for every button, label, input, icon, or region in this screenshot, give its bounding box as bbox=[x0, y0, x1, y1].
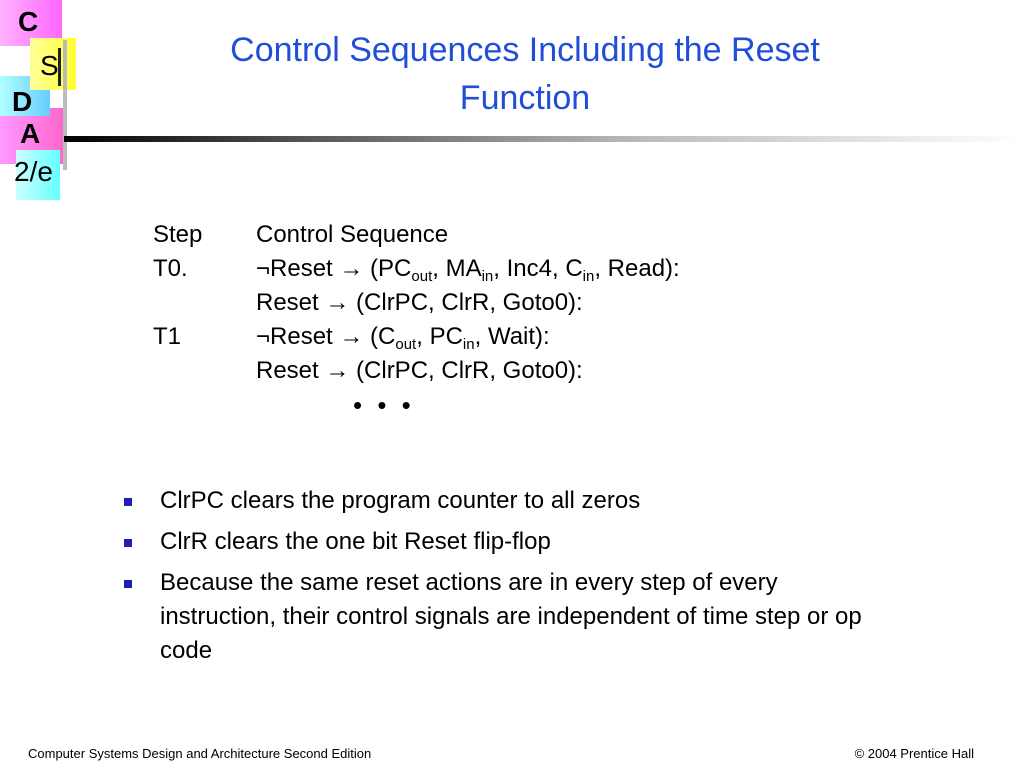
sequence-row bbox=[153, 354, 873, 388]
bullet-text: Because the same reset actions are in every step of every instruction, their control signals are independent of time step or op code bbox=[160, 569, 862, 664]
title-divider bbox=[64, 136, 1024, 142]
sequence-step-label: T0. bbox=[153, 255, 188, 282]
sequence-text-segment: Reset → (ClrPC, ClrR, Goto0): bbox=[256, 357, 583, 384]
sequence-text-segment: , PC bbox=[416, 323, 463, 350]
control-sequence-column-header: Control Sequence bbox=[256, 221, 449, 248]
logo-vertical-bar bbox=[63, 40, 67, 170]
bullet-list bbox=[120, 484, 900, 675]
control-sequence-listing bbox=[153, 218, 873, 422]
logo-letter-c: C bbox=[18, 6, 39, 37]
sequence-text-segment: , Inc4, C bbox=[493, 255, 583, 282]
slide-title-line-2: Function bbox=[459, 79, 591, 117]
square-bullet-icon bbox=[124, 539, 132, 547]
bullet-text: ClrR clears the one bit Reset flip-flop bbox=[160, 528, 551, 555]
slide-title-line-1: Control Sequences Including the Reset bbox=[230, 31, 820, 69]
subscript: in bbox=[481, 268, 494, 285]
sequence-header-row bbox=[153, 218, 873, 252]
sequence-text-segment: ¬Reset → (C bbox=[256, 323, 396, 350]
sequence-control-text bbox=[256, 320, 550, 354]
logo-edition: 2/e bbox=[14, 156, 53, 187]
square-bullet-icon bbox=[124, 498, 132, 506]
sequence-ellipsis-row bbox=[153, 388, 873, 422]
sequence-text-segment: Reset → (ClrPC, ClrR, Goto0): bbox=[256, 289, 583, 316]
sequence-control-text bbox=[256, 286, 583, 320]
sequence-row bbox=[153, 286, 873, 320]
logo-letter-a: A bbox=[20, 118, 41, 149]
sequence-text-segment: , MA bbox=[432, 255, 482, 282]
sequence-rows bbox=[153, 252, 873, 388]
sequence-row bbox=[153, 320, 873, 354]
footer-book-title: Computer Systems Design and Architecture Second Edition bbox=[28, 746, 372, 761]
sequence-text-segment: , Read): bbox=[594, 255, 680, 282]
sequence-text-segment: ¬Reset → (PC bbox=[256, 255, 412, 282]
bullet-item bbox=[120, 484, 900, 518]
sequence-control-text bbox=[256, 354, 583, 388]
course-logo bbox=[0, 0, 80, 205]
slide-title bbox=[130, 26, 920, 122]
sequence-text-segment: , Wait): bbox=[474, 323, 550, 350]
sequence-step-label: T1 bbox=[153, 323, 182, 350]
logo-letter-s: S bbox=[40, 50, 59, 81]
logo-letter-d: D bbox=[12, 86, 33, 117]
subscript: out bbox=[395, 336, 417, 353]
square-bullet-icon bbox=[124, 580, 132, 588]
sequence-row bbox=[153, 252, 873, 286]
bullet-text: ClrPC clears the program counter to all zeros bbox=[160, 487, 641, 514]
step-column-header: Step bbox=[153, 221, 203, 248]
bullet-item bbox=[120, 525, 900, 559]
continuation-dots: • • • bbox=[353, 390, 415, 420]
sequence-control-text bbox=[256, 252, 680, 286]
subscript: in bbox=[462, 336, 475, 353]
subscript: out bbox=[411, 268, 433, 285]
subscript: in bbox=[582, 268, 595, 285]
bullet-item bbox=[120, 566, 900, 668]
footer-copyright: © 2004 Prentice Hall bbox=[854, 746, 974, 761]
